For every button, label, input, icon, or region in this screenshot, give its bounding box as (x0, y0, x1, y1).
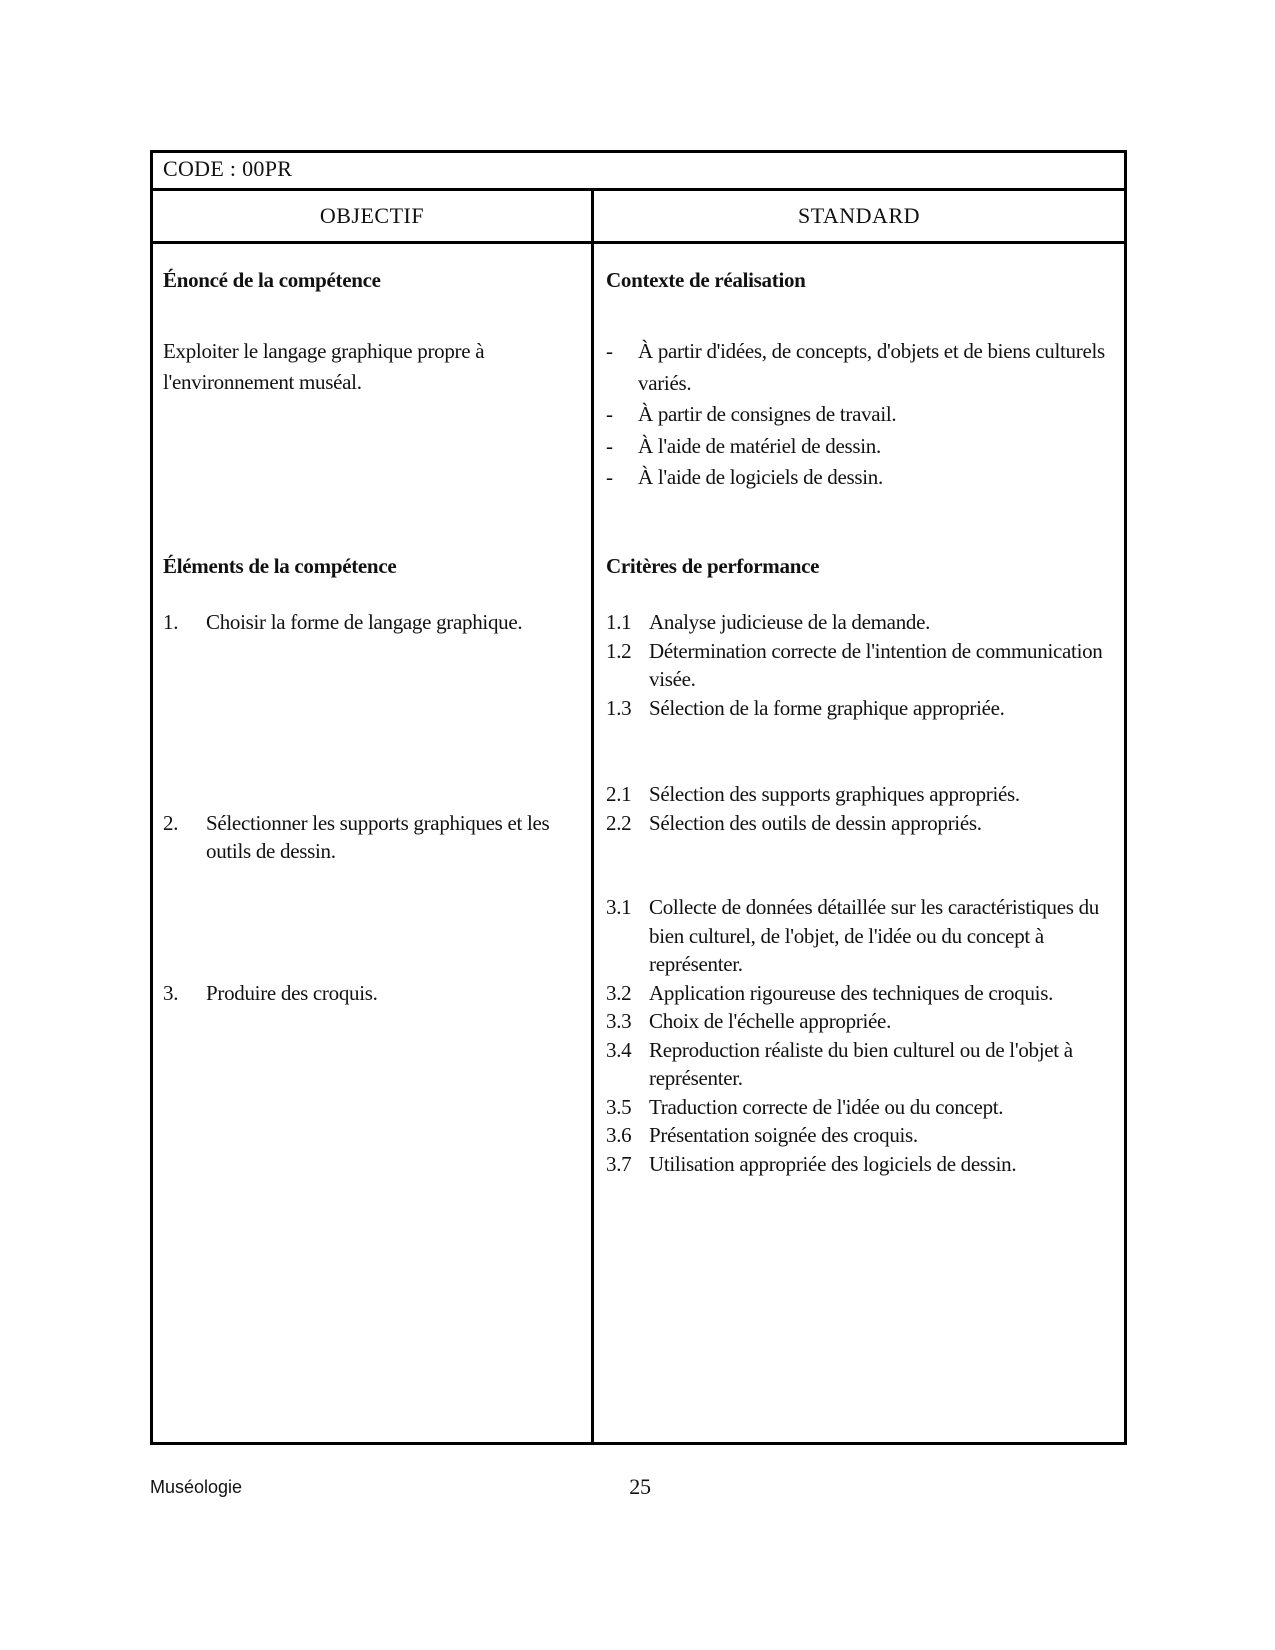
elements-title: Éléments de la compétence (163, 554, 397, 578)
critere-text: Sélection de la forme graphique appropriée. (649, 695, 1005, 720)
element-num: 1. (163, 610, 179, 634)
critere-item (606, 1007, 1116, 1036)
column-divider (591, 191, 594, 1442)
element-num: 3. (163, 980, 179, 1005)
element-text: Sélectionner les supports graphiques et les outils de dessin. (206, 810, 550, 863)
critere-text: Sélection des supports graphiques appropriés. (649, 782, 1020, 806)
critere-num: 3.6 (606, 1123, 632, 1147)
critere-num: 2.1 (606, 782, 632, 806)
header-objectif: OBJECTIF (319, 203, 425, 228)
critere-num: 1.3 (606, 695, 632, 720)
critere-text: Traduction correcte de l'idée ou du concept. (649, 1094, 1004, 1119)
contexte-text: À l'aide de matériel de dessin. (638, 433, 881, 458)
critere-num: 3.7 (606, 1151, 632, 1176)
critere-item (606, 637, 1116, 694)
criteres-title: Critères de performance (606, 554, 820, 578)
criteres-group-1 (606, 608, 1116, 722)
dash: - (606, 339, 613, 363)
footer-title: Muséologie (150, 1477, 243, 1497)
critere-item (606, 1093, 1116, 1122)
critere-item (606, 979, 1116, 1008)
header-standard: STANDARD (797, 203, 921, 228)
critere-text: Utilisation appropriée des logiciels de dessin. (649, 1151, 1017, 1176)
critere-item (606, 893, 1116, 979)
contexte-text: À partir de consignes de travail. (638, 402, 897, 426)
dash: - (606, 402, 613, 426)
critere-item (606, 1121, 1116, 1150)
critere-item (606, 1036, 1116, 1093)
critere-item (606, 694, 1116, 723)
element-text: Choisir la forme de langage graphique. (206, 610, 523, 634)
critere-text: Application rigoureuse des techniques de croquis. (649, 980, 1054, 1005)
contexte-item (606, 431, 1116, 463)
critere-text: Reproduction réaliste du bien culturel ou de l'objet à représenter. (649, 1037, 1073, 1090)
dash: - (606, 433, 613, 458)
contexte-item (606, 336, 1116, 399)
critere-num: 2.2 (606, 810, 632, 835)
element-item (163, 608, 573, 637)
code-label: CODE : 00PR (163, 156, 293, 181)
enonce-title: Énoncé de la compétence (163, 268, 381, 292)
critere-num: 3.5 (606, 1094, 632, 1119)
element-item (163, 979, 573, 1008)
contexte-title: Contexte de réalisation (606, 268, 806, 292)
critere-item (606, 780, 1116, 809)
contexte-item (606, 399, 1116, 431)
contexte-list (606, 336, 1116, 494)
critere-text: Analyse judicieuse de la demande. (649, 610, 931, 634)
critere-num: 1.1 (606, 610, 632, 634)
contexte-item (606, 462, 1116, 494)
criteres-group-2 (606, 780, 1116, 837)
dash: - (606, 465, 613, 489)
divider (153, 241, 1124, 244)
contexte-text: À l'aide de logiciels de dessin. (638, 465, 883, 489)
critere-item (606, 608, 1116, 637)
criteres-group-3 (606, 893, 1116, 1178)
critere-text: Détermination correcte de l'intention de communication visée. (649, 638, 1103, 691)
critere-num: 3.4 (606, 1037, 632, 1062)
critere-item (606, 809, 1116, 838)
divider (153, 188, 1124, 191)
critere-item (606, 1150, 1116, 1179)
critere-num: 3.3 (606, 1009, 632, 1033)
critere-text: Présentation soignée des croquis. (649, 1123, 918, 1147)
contexte-text: À partir d'idées, de concepts, d'objets et de biens culturels variés. (638, 339, 1105, 395)
element-item (163, 809, 573, 866)
critere-text: Choix de l'échelle appropriée. (649, 1009, 892, 1033)
critere-text: Sélection des outils de dessin appropriés. (649, 810, 982, 835)
element-num: 2. (163, 810, 179, 835)
critere-num: 3.2 (606, 980, 632, 1005)
critere-num: 3.1 (606, 895, 632, 919)
page-number: 25 (629, 1474, 651, 1499)
critere-num: 1.2 (606, 638, 632, 663)
critere-text: Collecte de données détaillée sur les caractéristiques du bien culturel, de l'objet, de l'idée ou du concept à représenter. (649, 895, 1099, 976)
element-text: Produire des croquis. (206, 980, 378, 1005)
enonce-text: Exploiter le langage graphique propre à l'environnement muséal. (163, 339, 485, 394)
